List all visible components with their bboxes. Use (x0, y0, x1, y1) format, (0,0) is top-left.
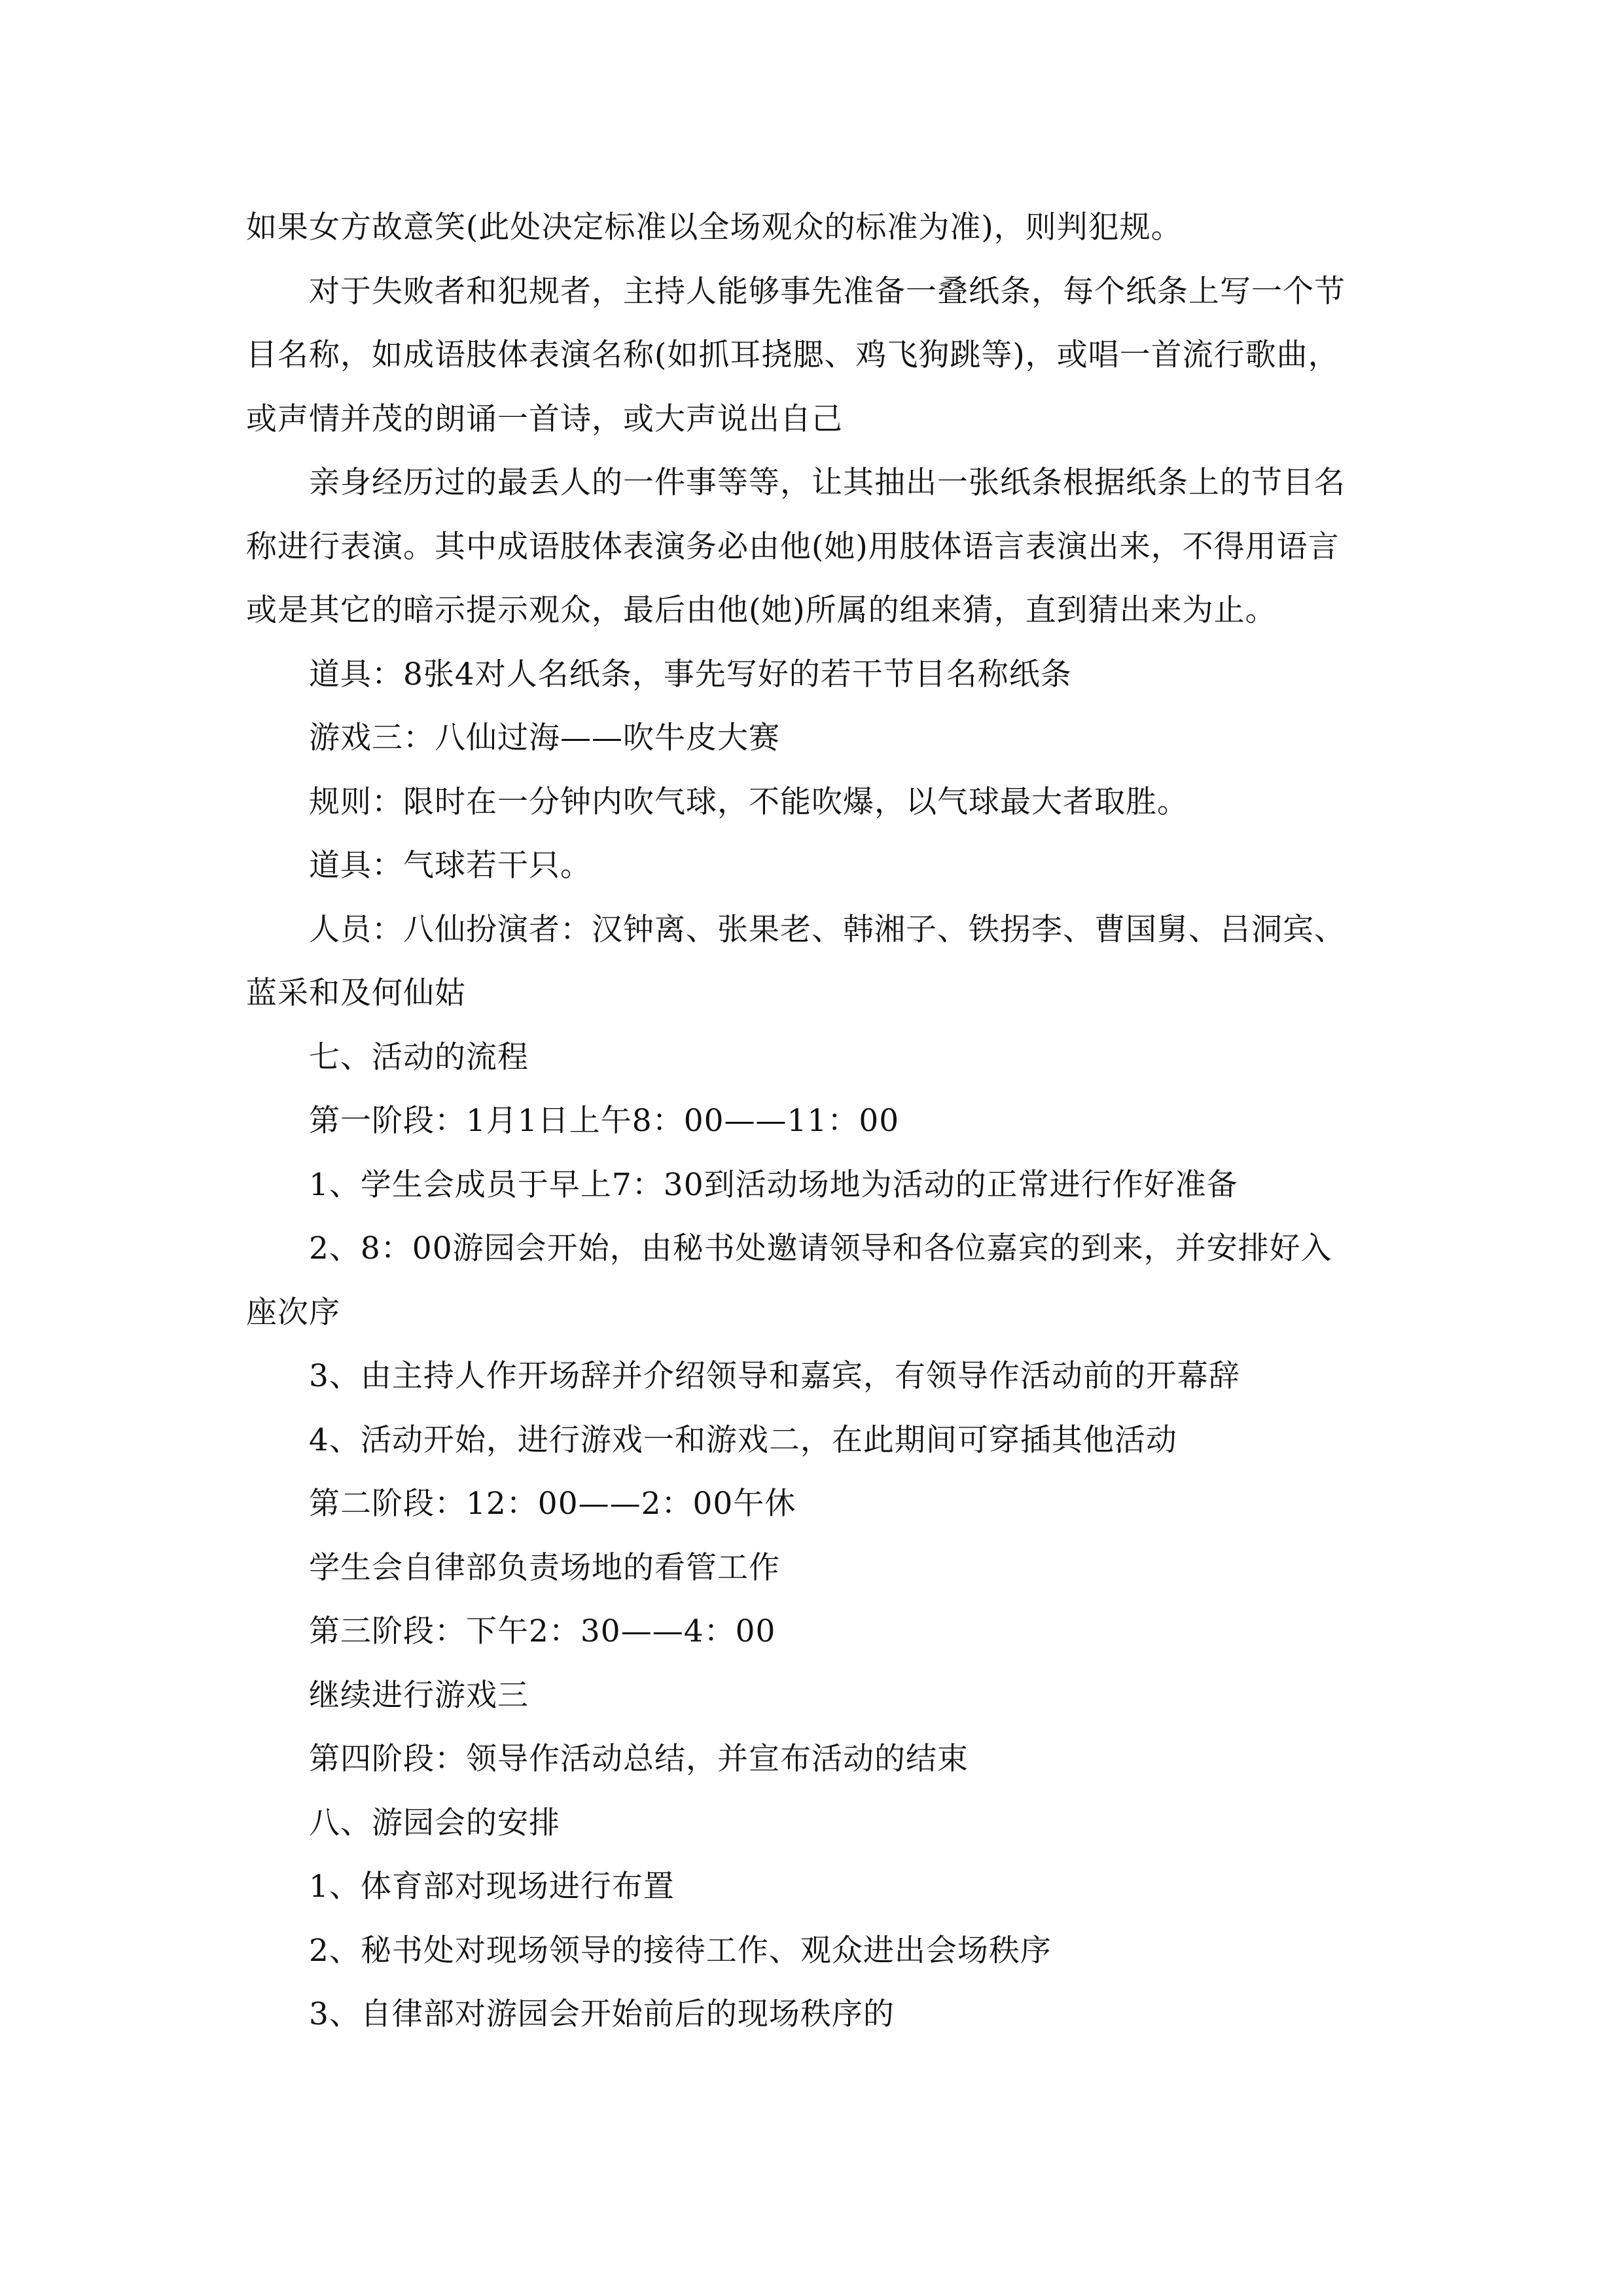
text-line: 如果女方故意笑(此处决定标准以全场观众的标准为准)，则判犯规。 (246, 209, 1183, 245)
text-line: 道具：8张4对人名纸条，事先写好的若干节目名称纸条 (309, 656, 1072, 692)
text-line: 第二阶段：12：00——2：00午休 (309, 1486, 796, 1522)
text-line: 称进行表演。其中成语肢体表演务必由他(她)用肢体语言表演出来，不得用语言 (246, 529, 1340, 565)
text-line: 3、由主持人作开场辞并介绍领导和嘉宾，有领导作活动前的开幕辞 (309, 1358, 1240, 1394)
text-line: 或声情并茂的朗诵一首诗，或大声说出自己 (246, 401, 843, 437)
text-line: 座次序 (246, 1295, 340, 1331)
text-line: 2、秘书处对现场领导的接待工作、观众进出会场秩序 (309, 1933, 1052, 1969)
text-line: 继续进行游戏三 (309, 1677, 529, 1713)
text-line: 学生会自律部负责场地的看管工作 (309, 1550, 780, 1586)
text-line: 第一阶段：1月1日上午8：00——11：00 (309, 1103, 900, 1139)
text-line: 亲身经历过的最丢人的一件事等等，让其抽出一张纸条根据纸条上的节目名 (309, 465, 1346, 501)
text-line: 3、自律部对游园会开始前后的现场秩序的 (309, 1996, 895, 2032)
text-line: 第三阶段：下午2：30——4：00 (309, 1613, 776, 1649)
text-line: 蓝采和及何仙姑 (246, 975, 466, 1011)
section-heading: 七、活动的流程 (309, 1039, 529, 1075)
text-line: 2、8：00游园会开始，由秘书处邀请领导和各位嘉宾的到来，并安排好入 (309, 1230, 1332, 1266)
text-line: 游戏三：八仙过海——吹牛皮大赛 (309, 720, 780, 756)
text-line: 1、体育部对现场进行布置 (309, 1869, 675, 1905)
section-heading: 八、游园会的安排 (309, 1805, 560, 1841)
text-line: 或是其它的暗示提示观众，最后由他(她)所属的组来猜，直到猜出来为止。 (246, 592, 1277, 628)
text-line: 道具：气球若干只。 (309, 848, 592, 884)
text-line: 第四阶段：领导作活动总结，并宣布活动的结束 (309, 1741, 969, 1777)
text-line: 规则：限时在一分钟内吹气球，不能吹爆，以气球最大者取胜。 (309, 784, 1188, 820)
text-line: 4、活动开始，进行游戏一和游戏二，在此期间可穿插其他活动 (309, 1422, 1177, 1458)
text-line: 对于失败者和犯规者，主持人能够事先准备一叠纸条，每个纸条上写一个节 (309, 274, 1346, 310)
text-line: 人员：八仙扮演者：汉钟离、张果老、韩湘子、铁拐李、曹国舅、吕洞宾、 (309, 912, 1346, 948)
text-line: 1、学生会成员于早上7：30到活动场地为活动的正常进行作好准备 (309, 1167, 1238, 1203)
text-line: 目名称，如成语肢体表演名称(如抓耳挠腮、鸡飞狗跳等)，或唱一首流行歌曲， (246, 337, 1340, 373)
